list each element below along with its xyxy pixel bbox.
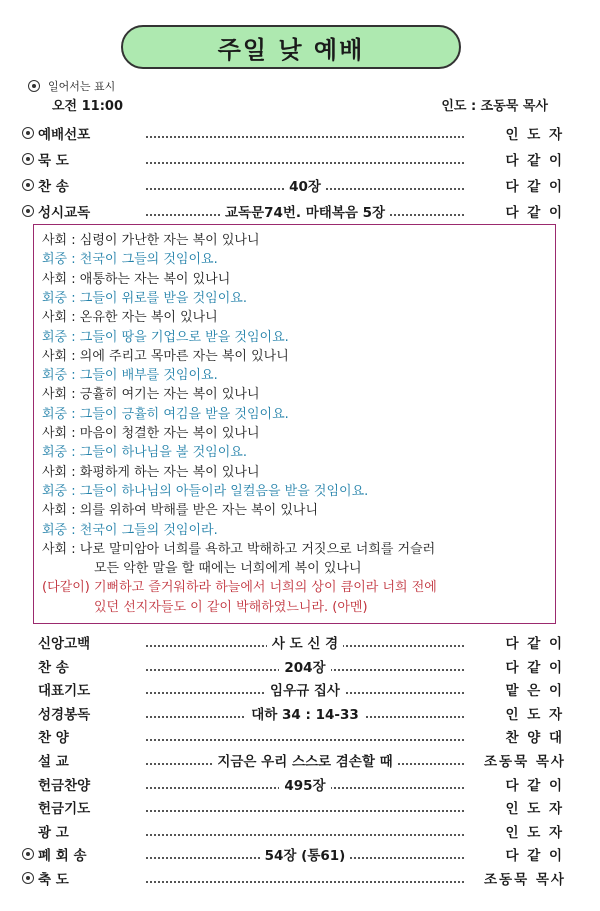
responsive-line: 사회 : 의에 주리고 목마른 자는 복이 있나니 [42, 348, 289, 364]
responsive-line: 회중 : 그들이 위로를 받을 것임이요. [42, 290, 247, 306]
order-item-detail: 지금은 우리 스스로 겸손할 때 [212, 750, 397, 770]
order-item-label: 폐 회 송 [38, 848, 87, 865]
order-item-person: 다 같 이 [505, 848, 564, 865]
responsive-line: 사회 : 심령이 가난한 자는 복이 있나니 [42, 233, 260, 248]
order-item-detail: 495장 [279, 774, 330, 794]
responsive-line: 회중 : 그들이 땅을 기업으로 받을 것임이요. [42, 329, 289, 345]
dot-leader [126, 703, 484, 723]
order-item-person: 인 도 자 [505, 824, 564, 841]
standing-legend [28, 78, 115, 94]
service-time: 오전 11:00 [52, 99, 124, 114]
order-item [22, 797, 564, 817]
dot-leader [126, 679, 484, 699]
order-item-label: 성경봉독 [38, 706, 91, 723]
dot-leader [126, 149, 484, 169]
responsive-line: 있던 선지자들도 이 같이 박해하였느니라. (아멘) [94, 599, 368, 615]
responsive-line: 사회 : 마음이 청결한 자는 복이 있나니 [42, 426, 260, 441]
order-item-person: 다 같 이 [505, 659, 564, 676]
dot-leader [126, 632, 484, 652]
order-item [22, 774, 564, 794]
order-item-person: 인 도 자 [505, 801, 564, 818]
dot-leader [126, 656, 484, 676]
responsive-line: 사회 : 애통하는 자는 복이 있나니 [42, 271, 231, 287]
order-item-label: 설 교 [38, 754, 69, 770]
responsive-reading-box [33, 224, 556, 624]
responsive-line: 회중 : 천국이 그들의 것임이라. [42, 522, 218, 538]
order-item-person: 다 같 이 [505, 153, 564, 169]
dot-leader [126, 175, 484, 195]
standing-marker-icon [22, 127, 34, 139]
responsive-line: 회중 : 그들이 하나님을 볼 것임이요. [42, 445, 247, 461]
standing-note-text: 일어서는 표시 [48, 80, 116, 93]
order-item [22, 201, 564, 221]
order-item-detail: 204장 [279, 656, 330, 676]
page-title: 주일 낮 예배 [121, 25, 461, 69]
responsive-line: 사회 : 나로 말미암아 너희를 욕하고 박해하고 거짓으로 너희를 거슬러 [42, 541, 436, 557]
order-item-person: 찬 양 대 [505, 730, 564, 747]
standing-marker-icon [22, 179, 34, 191]
order-item-label: 묵 도 [38, 153, 69, 169]
order-item-person: 다 같 이 [505, 777, 564, 794]
dot-leader [126, 821, 484, 841]
order-item-detail: 교독문74번. 마태복음 5장 [220, 201, 390, 221]
order-item-detail: 임우규 집사 [265, 679, 345, 699]
responsive-line: 회중 : 그들이 하나님의 아들이라 일컬음을 받을 것임이요. [42, 483, 369, 499]
order-item-person: 조동묵 목사 [484, 754, 566, 770]
order-item [22, 679, 564, 699]
standing-marker-icon [28, 80, 40, 92]
order-item [22, 123, 564, 143]
responsive-line: 사회 : 화평하게 하는 자는 복이 있나니 [42, 464, 260, 480]
order-item [22, 703, 564, 723]
responsive-line: (다같이) 기뻐하고 즐거워하라 하늘에서 너희의 상이 큼이라 너희 전에 [42, 580, 437, 596]
order-item-person: 다 같 이 [505, 205, 564, 221]
order-item [22, 175, 564, 195]
order-item-detail: 사 도 신 경 [267, 632, 343, 652]
order-item-label: 예배선포 [38, 127, 91, 143]
dot-leader [126, 797, 484, 817]
order-item-detail: 54장 (통61) [260, 844, 351, 864]
dot-leader [126, 844, 484, 864]
dot-leader [126, 774, 484, 794]
order-item-person: 다 같 이 [505, 636, 564, 652]
order-item [22, 632, 564, 652]
order-item [22, 844, 564, 864]
order-item-detail: 대하 34 : 14-33 [246, 703, 364, 723]
standing-marker-icon [22, 205, 34, 217]
responsive-line: 사회 : 온유한 자는 복이 있나니 [42, 310, 218, 326]
order-item [22, 821, 564, 841]
responsive-line: 회중 : 천국이 그들의 것임이요. [42, 252, 218, 268]
order-item-label: 찬 송 [38, 659, 69, 676]
standing-marker-icon [22, 872, 34, 884]
order-item-person: 조동묵 목사 [484, 872, 566, 888]
order-item-detail: 40장 [284, 175, 326, 195]
responsive-line: 사회 : 의를 위하여 박해를 받은 자는 복이 있나니 [42, 503, 319, 519]
order-item [22, 750, 564, 770]
order-item [22, 149, 564, 169]
responsive-line: 모든 악한 말을 할 때에는 너희에게 복이 있나니 [94, 561, 362, 577]
order-item-label: 헌금기도 [38, 801, 91, 818]
order-item-person: 맡 은 이 [505, 683, 564, 700]
order-item-person: 다 같 이 [505, 179, 564, 195]
order-item [22, 726, 564, 746]
order-item-label: 축 도 [38, 872, 69, 888]
responsive-line: 회중 : 그들이 배부를 것임이요. [42, 368, 218, 384]
dot-leader [126, 868, 484, 888]
order-item-label: 헌금찬양 [38, 777, 91, 794]
dot-leader [126, 123, 484, 143]
responsive-line: 회중 : 그들이 긍휼히 여김을 받을 것임이요. [42, 406, 289, 422]
order-item-label: 대표기도 [38, 683, 91, 700]
standing-marker-icon [22, 848, 34, 860]
standing-marker-icon [22, 153, 34, 165]
order-item-label: 성시교독 [38, 205, 91, 221]
dot-leader [126, 201, 484, 221]
service-leader: 인도 : 조동묵 목사 [441, 99, 548, 114]
order-item-label: 광 고 [38, 824, 69, 841]
dot-leader [126, 726, 484, 746]
order-item-person: 인 도 자 [505, 127, 564, 143]
order-item-label: 신앙고백 [38, 636, 91, 652]
order-item [22, 868, 564, 888]
order-item-person: 인 도 자 [505, 706, 564, 723]
order-item-label: 찬 양 [38, 730, 69, 747]
responsive-line: 사회 : 긍휼히 여기는 자는 복이 있나니 [42, 387, 260, 403]
dot-leader [126, 750, 484, 770]
order-item-label: 찬 송 [38, 179, 69, 195]
order-item [22, 656, 564, 676]
